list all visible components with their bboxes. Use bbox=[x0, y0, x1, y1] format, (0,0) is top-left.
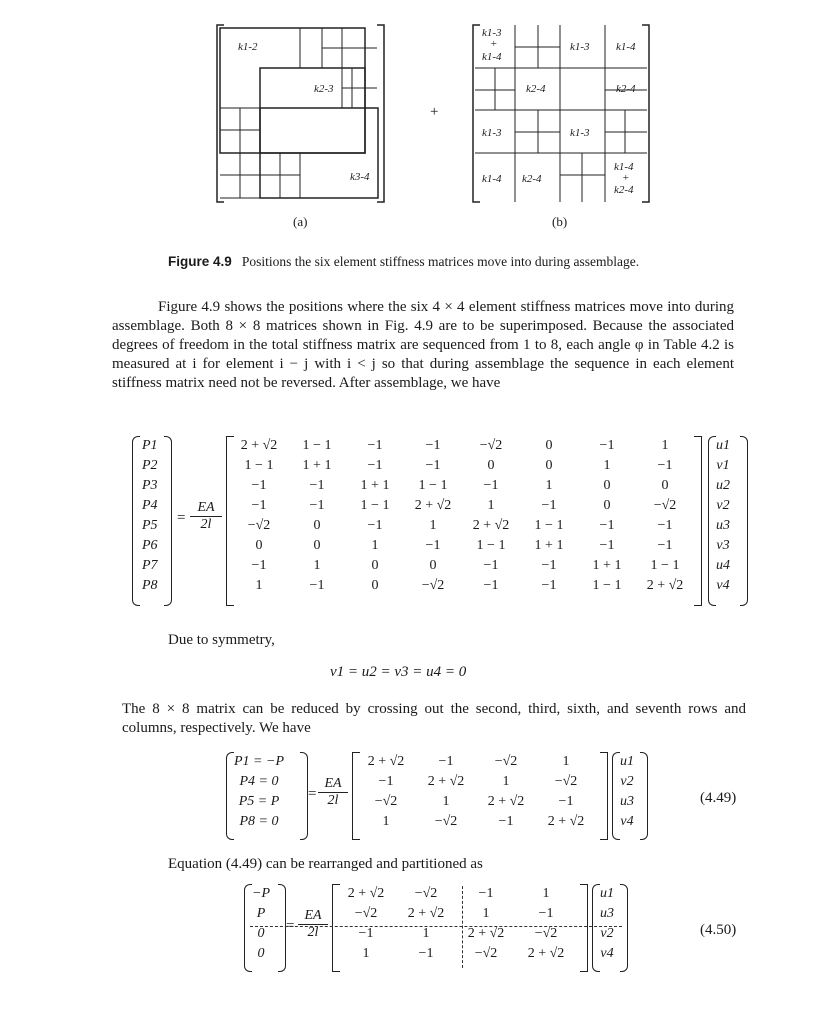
eq1-matrix-cell: 0 bbox=[371, 558, 379, 573]
eq1-matrix-row bbox=[230, 536, 694, 556]
eq1-matrix-cell: 0 bbox=[603, 498, 611, 513]
paragraph-3: Equation (4.49) can be rearranged and partitioned as bbox=[168, 856, 483, 872]
eq449-matrix-cell: −1 bbox=[558, 794, 574, 809]
eq1-matrix-cell: 1 − 1 bbox=[244, 458, 274, 473]
eq1-matrix-cell: −1 bbox=[657, 538, 673, 553]
eq1-matrix-cell: 1 + 1 bbox=[534, 538, 564, 553]
eq449-matrix-cell: 2 + √2 bbox=[547, 814, 585, 829]
eq449-matrix-row bbox=[356, 792, 596, 812]
figure-a-diagram bbox=[212, 20, 392, 210]
eq450-matrix-cell: −√2 bbox=[354, 906, 378, 921]
eq450-equals: = bbox=[286, 918, 295, 934]
eq1-lhs-entry: P8 bbox=[142, 578, 158, 593]
eq1-matrix-row bbox=[230, 476, 694, 496]
eq449-matrix-cell: 1 bbox=[502, 774, 510, 789]
label-b-k1-3-r3b: k1-3 bbox=[570, 127, 590, 139]
eq449-coef-den: 2l bbox=[327, 793, 339, 808]
eq450-lhs-entry: P bbox=[256, 906, 266, 921]
eq1-matrix-cell: 0 bbox=[313, 538, 321, 553]
eq1-matrix-cell: 0 bbox=[545, 458, 553, 473]
eq449-matrix-cell: −√2 bbox=[434, 814, 458, 829]
eq1-matrix-cell: 1 + 1 bbox=[360, 478, 390, 493]
eq450-coef-num: EA bbox=[298, 908, 328, 925]
eq1-matrix-row bbox=[230, 516, 694, 536]
eq1-matrix-bracket-right bbox=[694, 436, 702, 606]
eq1-matrix-cell: 1 bbox=[371, 538, 379, 553]
eq449-matrix-cell: 1 bbox=[382, 814, 390, 829]
subfigure-label-b: (b) bbox=[552, 214, 568, 229]
eq1-lhs-entry: P2 bbox=[142, 458, 158, 473]
eq1-matrix-cell: −1 bbox=[309, 578, 325, 593]
eq1-matrix-cell: 1 − 1 bbox=[534, 518, 564, 533]
eq1-rhs-entry: v1 bbox=[716, 458, 730, 473]
eq1-rhs-entry: u1 bbox=[716, 438, 730, 453]
eq1-matrix-cell: −1 bbox=[599, 538, 615, 553]
figure-number: Figure 4.9 bbox=[168, 254, 232, 269]
eq449-matrix-row bbox=[356, 772, 596, 792]
eq450-matrix-row bbox=[336, 884, 576, 904]
eq1-matrix-cell: −√2 bbox=[421, 578, 445, 593]
eq1-matrix-cell: 1 bbox=[313, 558, 321, 573]
eq449-matrix-cell: −1 bbox=[438, 754, 454, 769]
label-b-plus-top: + bbox=[490, 38, 498, 50]
eq450-rhs-brace-right bbox=[620, 884, 628, 972]
label-b-k1-4-r1: k1-4 bbox=[616, 41, 636, 53]
eq450-matrix-cell: 2 + √2 bbox=[527, 946, 565, 961]
eq1-lhs-entry: P5 bbox=[142, 518, 158, 533]
eq1-lhs-vector bbox=[138, 436, 162, 596]
eq1-matrix-cell: −1 bbox=[251, 498, 267, 513]
eq450-matrix-bracket-right bbox=[580, 884, 588, 972]
eq1-matrix-cell: −1 bbox=[309, 478, 325, 493]
eq1-rhs-entry: u2 bbox=[716, 478, 730, 493]
eq1-matrix-cell: −1 bbox=[599, 518, 615, 533]
eq1-matrix bbox=[230, 436, 694, 596]
figure-b-diagram bbox=[470, 20, 655, 210]
eq450-matrix bbox=[336, 884, 576, 964]
eq1-lhs-entry: P7 bbox=[142, 558, 158, 573]
eq449-matrix-cell: −1 bbox=[498, 814, 514, 829]
eq450-rhs-entry: u3 bbox=[600, 906, 614, 921]
eq1-matrix-cell: −1 bbox=[425, 538, 441, 553]
eq1-lhs-entry: P4 bbox=[142, 498, 158, 513]
figure-caption bbox=[168, 254, 639, 270]
eq449-matrix-cell: 1 bbox=[562, 754, 570, 769]
eq450-partition-vertical bbox=[462, 886, 463, 968]
paragraph-1-text: Figure 4.9 shows the positions where the six 4 × 4 element stiffness matrices move into during assemblage. Both 8 × 8 matrices shown in Fig. 4.9 are to be superimposed. Because the associated degrees of freedom in the total stiffness matrix are sequenced from 1 to 8, each angle φ in Table 4.2 is measured at i for element i − j with i < j so that during assemblage the sequence in each element stiffness matrix need not be reversed. After assemblage, we have bbox=[112, 299, 734, 391]
eq1-matrix-cell: 1 + 1 bbox=[592, 558, 622, 573]
eq450-matrix-cell: 1 bbox=[542, 886, 550, 901]
eq1-matrix-cell: 2 + √2 bbox=[472, 518, 510, 533]
eq1-matrix-cell: −√2 bbox=[653, 498, 677, 513]
eq1-matrix-cell: 0 bbox=[371, 578, 379, 593]
eq1-matrix-cell: −√2 bbox=[247, 518, 271, 533]
eq449-equals: = bbox=[308, 786, 317, 802]
eq1-matrix-cell: 1 bbox=[545, 478, 553, 493]
eq449-matrix-cell: 2 + √2 bbox=[367, 754, 405, 769]
eq1-rhs-entry: v3 bbox=[716, 538, 730, 553]
eq449-lhs-entry: P1 = −P bbox=[234, 754, 284, 769]
label-b-k1-3-top: k1-3 bbox=[482, 27, 502, 39]
eq449-matrix-cell: −√2 bbox=[494, 754, 518, 769]
eq1-rhs-entry: u3 bbox=[716, 518, 730, 533]
eq1-matrix-cell: 0 bbox=[661, 478, 669, 493]
eq1-rhs-entry: v4 bbox=[716, 578, 730, 593]
label-b-k2-4-r2a: k2-4 bbox=[526, 83, 546, 95]
eq1-matrix-cell: −1 bbox=[483, 478, 499, 493]
eq1-matrix-row bbox=[230, 436, 694, 456]
eq1-matrix-cell: 1 bbox=[429, 518, 437, 533]
eq1-rhs-brace-right bbox=[740, 436, 748, 606]
eq1-matrix-cell: 0 bbox=[545, 438, 553, 453]
eq1-matrix-cell: 1 bbox=[487, 498, 495, 513]
eq1-matrix-cell: 1 + 1 bbox=[302, 458, 332, 473]
equation-number-4-50: (4.50) bbox=[700, 922, 737, 938]
eq449-matrix-cell: 1 bbox=[442, 794, 450, 809]
eq1-coefficient bbox=[190, 500, 222, 533]
eq1-matrix-cell: 0 bbox=[603, 478, 611, 493]
label-b-k2-4-r4: k2-4 bbox=[522, 173, 542, 185]
eq450-rhs-vector bbox=[596, 884, 618, 964]
eq450-rhs-entry: v2 bbox=[600, 926, 614, 941]
eq450-partition-horizontal bbox=[250, 926, 622, 927]
eq1-matrix-cell: 1 bbox=[661, 438, 669, 453]
label-b-plus-bot: + bbox=[622, 172, 630, 184]
eq1-matrix-cell: −1 bbox=[483, 578, 499, 593]
eq1-matrix-cell: −1 bbox=[367, 438, 383, 453]
eq1-matrix-cell: 1 − 1 bbox=[418, 478, 448, 493]
label-b-k1-3-r1: k1-3 bbox=[570, 41, 590, 53]
label-k2-3: k2-3 bbox=[314, 83, 334, 95]
eq1-matrix-cell: −1 bbox=[251, 478, 267, 493]
eq449-coefficient bbox=[318, 776, 348, 809]
label-k1-2: k1-2 bbox=[238, 41, 258, 53]
eq449-lhs-entry: P5 = P bbox=[238, 794, 280, 809]
eq1-lhs-brace-left bbox=[132, 436, 140, 606]
eq449-matrix-cell: −1 bbox=[378, 774, 394, 789]
paragraph-1 bbox=[112, 298, 734, 393]
eq1-matrix-cell: −1 bbox=[483, 558, 499, 573]
eq1-matrix-cell: −1 bbox=[541, 498, 557, 513]
eq450-matrix-cell: −√2 bbox=[474, 946, 498, 961]
eq450-matrix-cell: 2 + √2 bbox=[467, 926, 505, 941]
eq450-rhs-entry: u1 bbox=[600, 886, 614, 901]
eq450-matrix-row bbox=[336, 904, 576, 924]
eq1-matrix-cell: −1 bbox=[541, 578, 557, 593]
eq1-matrix-cell: 2 + √2 bbox=[414, 498, 452, 513]
eq1-coef-den: 2l bbox=[200, 517, 212, 532]
label-b-k1-4-bot: k1-4 bbox=[614, 161, 634, 173]
eq450-matrix-cell: 2 + √2 bbox=[407, 906, 445, 921]
paragraph-2-text: The 8 × 8 matrix can be reduced by crossing out the second, third, sixth, and seventh rows and columns, respectively. We have bbox=[122, 701, 746, 736]
eq1-matrix-cell: 0 bbox=[313, 518, 321, 533]
eq1-lhs-entry: P3 bbox=[142, 478, 158, 493]
eq449-matrix-bracket-right bbox=[600, 752, 608, 840]
equation-number-4-49: (4.49) bbox=[700, 790, 737, 806]
eq1-coef-num: EA bbox=[190, 500, 222, 517]
eq450-lhs-brace-right bbox=[278, 884, 286, 972]
eq450-lhs-entry: −P bbox=[252, 886, 270, 901]
eq1-matrix-cell: 2 + √2 bbox=[240, 438, 278, 453]
eq449-matrix-row bbox=[356, 812, 596, 832]
eq449-lhs-entry: P4 = 0 bbox=[239, 774, 279, 789]
label-b-k1-4-top: k1-4 bbox=[482, 51, 502, 63]
eq1-matrix-cell: 1 − 1 bbox=[592, 578, 622, 593]
eq1-matrix-cell: −1 bbox=[367, 458, 383, 473]
eq449-rhs-entry: v2 bbox=[620, 774, 634, 789]
eq450-matrix-row bbox=[336, 924, 576, 944]
symmetry-text: Due to symmetry, bbox=[168, 632, 275, 648]
eq1-matrix-cell: 1 − 1 bbox=[360, 498, 390, 513]
eq450-matrix-cell: −1 bbox=[358, 926, 374, 941]
eq1-matrix-cell: 1 − 1 bbox=[650, 558, 680, 573]
eq450-lhs-entry: 0 bbox=[257, 946, 265, 961]
eq1-matrix-cell: −1 bbox=[657, 518, 673, 533]
eq1-matrix-row bbox=[230, 496, 694, 516]
eq1-equals: = bbox=[177, 510, 186, 526]
plus-sign: + bbox=[430, 104, 439, 120]
eq1-matrix-cell: −1 bbox=[309, 498, 325, 513]
eq1-matrix-cell: −1 bbox=[251, 558, 267, 573]
eq1-matrix-cell: 1 bbox=[255, 578, 263, 593]
eq1-matrix-row bbox=[230, 576, 694, 596]
eq450-matrix-cell: −1 bbox=[478, 886, 494, 901]
paragraph-2 bbox=[122, 700, 746, 738]
eq450-matrix-cell: 1 bbox=[422, 926, 430, 941]
eq449-lhs-entry: P8 = 0 bbox=[239, 814, 279, 829]
eq1-matrix-cell: −1 bbox=[541, 558, 557, 573]
eq450-matrix-cell: −√2 bbox=[534, 926, 558, 941]
eq449-matrix bbox=[356, 752, 596, 832]
eq449-lhs-vector bbox=[230, 752, 288, 832]
symmetry-equation: v1 = u2 = v3 = u4 = 0 bbox=[330, 664, 467, 680]
eq1-rhs-entry: v2 bbox=[716, 498, 730, 513]
eq449-rhs-vector bbox=[616, 752, 638, 832]
label-k3-4: k3-4 bbox=[350, 171, 370, 183]
subfigure-label-a: (a) bbox=[293, 214, 308, 229]
eq1-matrix-cell: −1 bbox=[425, 458, 441, 473]
eq1-rhs-entry: u4 bbox=[716, 558, 730, 573]
eq1-matrix-row bbox=[230, 456, 694, 476]
eq449-matrix-cell: 2 + √2 bbox=[427, 774, 465, 789]
eq1-rhs-vector bbox=[712, 436, 734, 596]
eq449-rhs-entry: v4 bbox=[620, 814, 634, 829]
eq450-matrix-cell: −√2 bbox=[414, 886, 438, 901]
eq450-matrix-cell: −1 bbox=[538, 906, 554, 921]
eq1-matrix-row bbox=[230, 556, 694, 576]
label-b-k1-4-r4: k1-4 bbox=[482, 173, 502, 185]
eq1-matrix-cell: 2 + √2 bbox=[646, 578, 684, 593]
eq449-rhs-entry: u3 bbox=[620, 794, 634, 809]
eq1-matrix-cell: −1 bbox=[425, 438, 441, 453]
eq450-matrix-cell: 2 + √2 bbox=[347, 886, 385, 901]
eq449-rhs-brace-right bbox=[640, 752, 648, 840]
eq1-matrix-cell: −1 bbox=[367, 518, 383, 533]
label-b-k2-4-r2b: k2-4 bbox=[616, 83, 636, 95]
eq1-lhs-entry: P6 bbox=[142, 538, 158, 553]
eq1-matrix-cell: −1 bbox=[599, 438, 615, 453]
eq450-matrix-cell: −1 bbox=[418, 946, 434, 961]
eq1-matrix-cell: 0 bbox=[255, 538, 263, 553]
eq450-lhs-vector bbox=[248, 884, 274, 964]
eq1-matrix-cell: 1 − 1 bbox=[302, 438, 332, 453]
eq450-coef-den: 2l bbox=[307, 925, 319, 940]
eq1-matrix-cell: −√2 bbox=[479, 438, 503, 453]
eq1-matrix-cell: 1 bbox=[603, 458, 611, 473]
eq449-matrix-row bbox=[356, 752, 596, 772]
eq449-coef-num: EA bbox=[318, 776, 348, 793]
label-b-k1-3-r3a: k1-3 bbox=[482, 127, 502, 139]
eq1-lhs-entry: P1 bbox=[142, 438, 158, 453]
eq1-lhs-brace-right bbox=[164, 436, 172, 606]
eq449-matrix-cell: −√2 bbox=[374, 794, 398, 809]
eq449-lhs-brace-right bbox=[300, 752, 308, 840]
label-b-k2-4-bot: k2-4 bbox=[614, 184, 634, 196]
eq1-matrix-cell: 0 bbox=[429, 558, 437, 573]
eq450-matrix-cell: 1 bbox=[482, 906, 490, 921]
eq1-matrix-cell: 0 bbox=[487, 458, 495, 473]
eq1-matrix-cell: −1 bbox=[657, 458, 673, 473]
eq450-coefficient bbox=[298, 908, 328, 941]
eq449-rhs-entry: u1 bbox=[620, 754, 634, 769]
figure-caption-text: Positions the six element stiffness matrices move into during assemblage. bbox=[241, 254, 640, 269]
eq450-rhs-entry: v4 bbox=[600, 946, 614, 961]
eq450-matrix-cell: 1 bbox=[362, 946, 370, 961]
eq449-matrix-cell: 2 + √2 bbox=[487, 794, 525, 809]
eq449-matrix-cell: −√2 bbox=[554, 774, 578, 789]
eq450-lhs-entry: 0 bbox=[257, 926, 265, 941]
eq450-matrix-row bbox=[336, 944, 576, 964]
eq1-matrix-cell: 1 − 1 bbox=[476, 538, 506, 553]
